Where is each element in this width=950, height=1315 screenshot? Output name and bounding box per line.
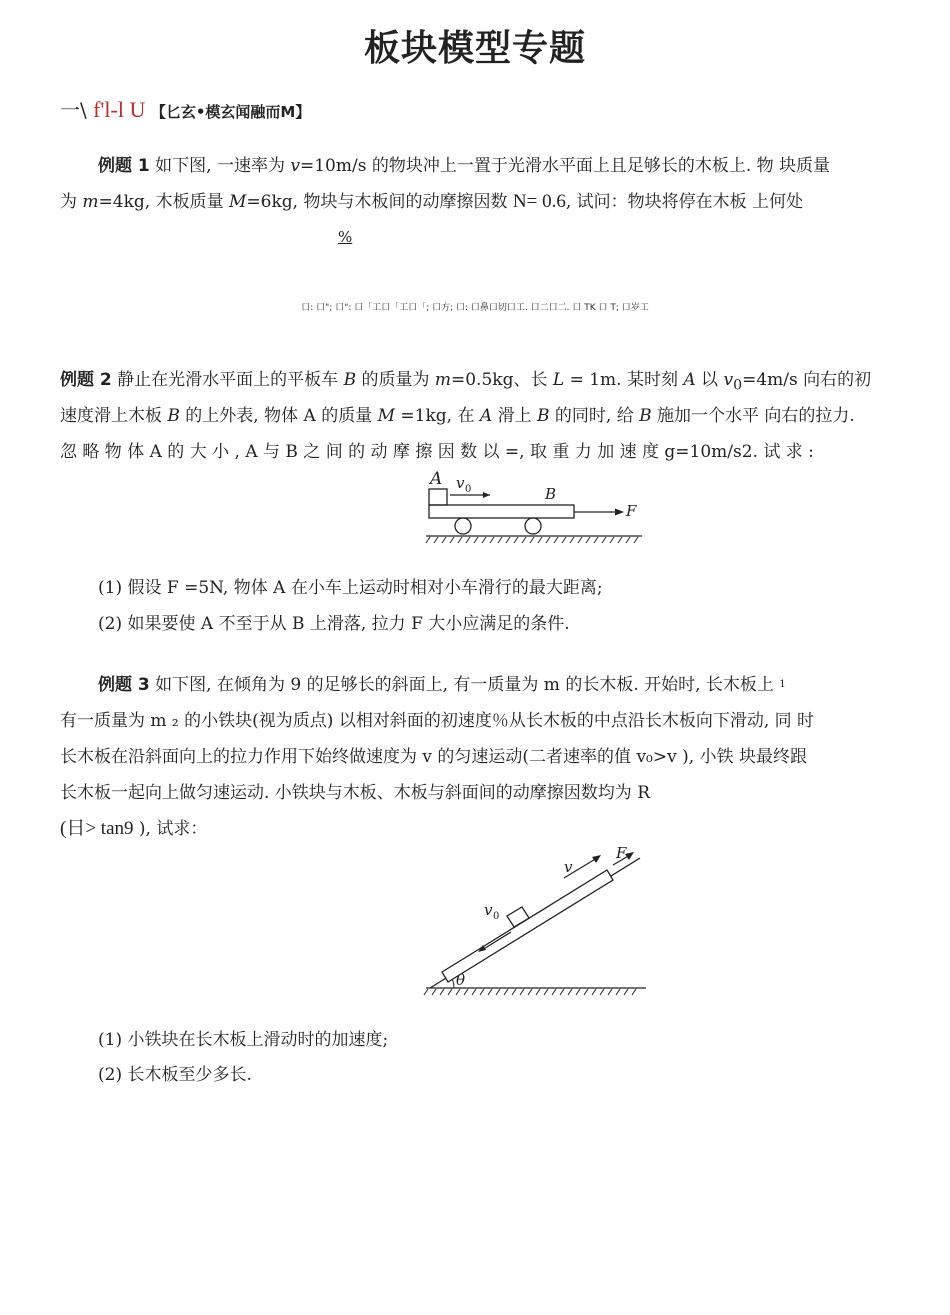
text: 的质量为 (356, 370, 435, 390)
garbled-line: 口: 口"; 口": 口「工口「工口「; 口方; 口: 口鼻口切口工. 口二口二. 口 TK 口 T; 口岁工 (301, 303, 649, 313)
text: 如下图, 一速率为 (149, 156, 291, 176)
label-v: v (564, 858, 573, 876)
example-1-text (60, 148, 900, 184)
text: =10m/s 的物块冲上一置于光滑水平面上且足够长的木板上. 物 块质量 (299, 156, 831, 176)
label-v0: v (484, 901, 493, 919)
symbol: B (343, 370, 357, 390)
symbol: v (723, 370, 734, 390)
text: 施加一个水平 向右的拉力. (651, 406, 855, 426)
label-f: F (626, 502, 637, 520)
section-red-text: f'l-l U (93, 97, 151, 122)
text: 以 (695, 370, 724, 390)
symbol: m (434, 370, 451, 390)
text: =4m/s 向右的初 (742, 370, 872, 390)
symbol: m (82, 192, 99, 212)
label-a: A (430, 469, 443, 489)
label-f: F (616, 844, 627, 862)
example-3-text-line4: 长木板一起向上做匀速运动. 小铁块与木板、木板与斜面间的动摩擦因数均为 R (60, 783, 651, 803)
cart-figure (420, 462, 650, 550)
example-1-label: 例题 1 (98, 156, 150, 176)
section-note: 【匕玄•模玄闻融而M】 (150, 103, 311, 121)
example-2-text-line3: 忽 略 物 体 A 的 大 小 , A 与 B 之 间 的 动 摩 擦 因 数 以 =, 取 重 力 加 速 度 g=10m/s2. 试 求 : (60, 442, 814, 462)
percent-mark: % (338, 228, 353, 246)
example-2-text-line2 (60, 398, 900, 434)
text: 的上外表, 物体 A 的质量 (179, 406, 378, 426)
text: 的同时, 给 (549, 406, 640, 426)
text: ), 试求： (133, 819, 208, 839)
block-a (429, 489, 447, 505)
text: 如下图, 在倾角为 9 的足够长的斜面上, 有一质量为 m 的长木板. 开始时, 长木板上 (149, 675, 774, 695)
wheel-left (455, 518, 471, 534)
base-hatch (424, 989, 636, 995)
incline-figure (416, 842, 656, 1002)
example-2-label: 例题 2 (60, 370, 112, 390)
text: 为 (60, 192, 83, 212)
label-v0: v (456, 474, 465, 492)
symbol: A (683, 370, 696, 390)
label-b: B (545, 485, 557, 503)
label-v0-sub: 0 (493, 911, 500, 922)
symbol: B (167, 406, 180, 426)
symbol: v (290, 156, 300, 176)
symbol: L (552, 370, 565, 390)
example-3-question-2: (2) 长木板至少多长. (98, 1065, 252, 1085)
wheel-right (525, 518, 541, 534)
v0-arrow-head (483, 492, 490, 498)
symbol: M (377, 406, 396, 426)
text: =1kg, 在 (395, 406, 480, 426)
text: , 试问：物块将停在木板 上何处 (565, 192, 804, 212)
example-3-text-line3: 长木板在沿斜面向上的拉力作用下始终做速度为 v 的匀速运动(二者速率的值 v₀>v ), 小铁 块最终跟 (60, 747, 807, 767)
section-prefix: 一\ (60, 98, 94, 122)
board-b (429, 505, 574, 518)
text: 滑上 (492, 406, 537, 426)
example-3-text (60, 667, 900, 703)
text: =6kg, 物块与木板间的动摩擦因数 (246, 192, 513, 212)
force-arrow-head (615, 509, 624, 516)
example-2-question-2: (2) 如果要使 A 不至于从 B 上滑落, 拉力 F 大小应满足的条件. (98, 614, 570, 634)
example-1-text-line2 (60, 184, 900, 220)
text: 1 (779, 679, 786, 690)
example-3-label: 例题 3 (98, 675, 150, 695)
symbol: A (479, 406, 493, 426)
ground-hatch (426, 537, 638, 543)
v-arrow-head (592, 855, 601, 863)
symbol: M (229, 192, 247, 212)
text: (日> tan9 (60, 818, 134, 839)
long-board (442, 870, 613, 982)
example-3-text-line2: 有一质量为 m ₂ 的小铁块(视为质点) 以相对斜面的初速度％从长木板的中点沿长木板向下滑动, 同 时 (60, 711, 815, 731)
example-3-question-1: (1) 小铁块在长木板上滑动时的加速度; (98, 1030, 389, 1050)
subscript: 0 (733, 377, 743, 394)
mu-value: N= 0.6 (512, 191, 566, 212)
text: =4kg, 木板质量 (98, 192, 229, 212)
text: 速度滑上木板 (60, 406, 168, 426)
label-v0-sub: 0 (465, 484, 472, 495)
text: 静止在光滑水平面上的平板车 (111, 370, 344, 390)
label-theta: θ (456, 971, 466, 989)
symbol: B (639, 406, 652, 426)
text: =0.5kg、长 (451, 370, 553, 390)
symbol: B (536, 406, 550, 426)
example-2-question-1: (1) 假设 F =5N, 物体 A 在小车上运动时相对小车滑行的最大距离; (98, 578, 603, 598)
page-title: 板块模型专题 (363, 28, 586, 69)
section-heading (60, 94, 310, 123)
text: = 1m. 某时刻 (564, 370, 684, 390)
